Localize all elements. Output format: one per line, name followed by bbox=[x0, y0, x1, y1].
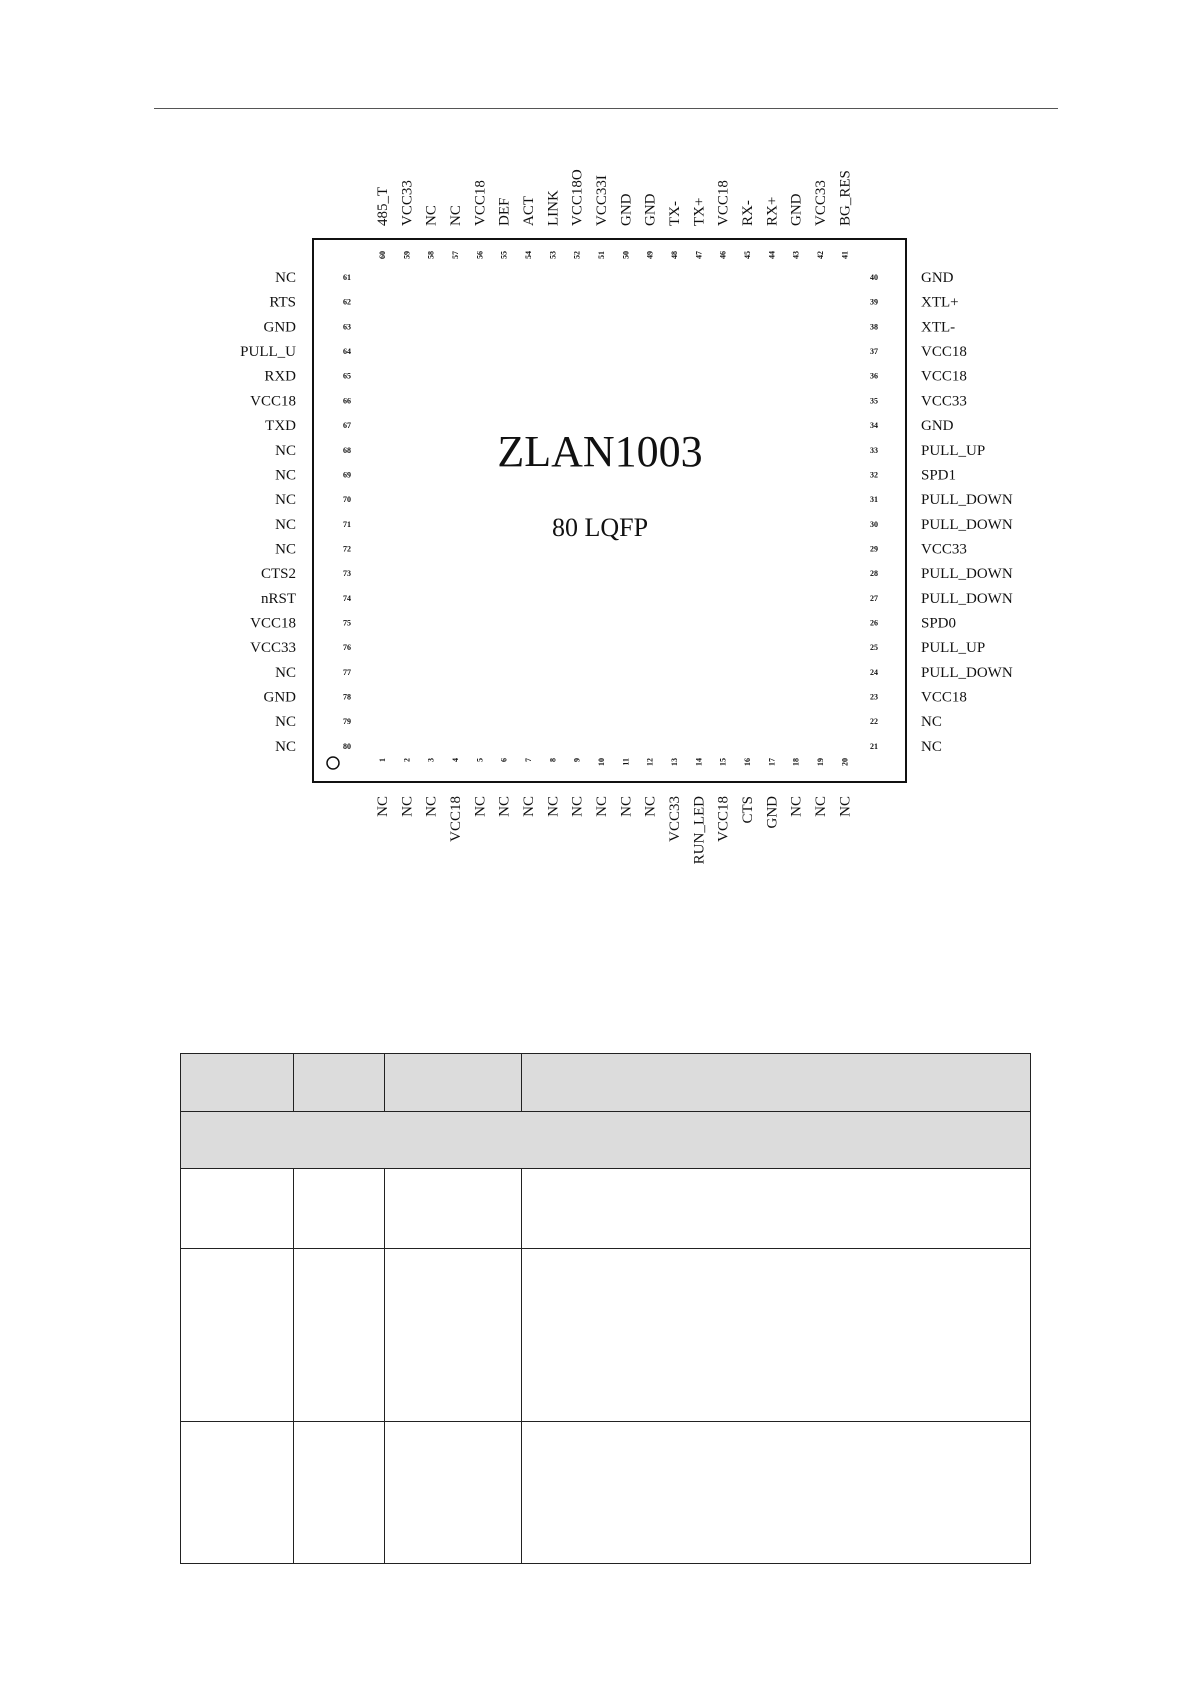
pin-number: 51 bbox=[596, 251, 606, 259]
pin-label: VCC33 bbox=[921, 393, 967, 410]
pin-label: GND bbox=[263, 319, 296, 336]
pin-label: TX- bbox=[666, 201, 683, 226]
pin-table bbox=[180, 1053, 1031, 1564]
pin-number: 65 bbox=[343, 371, 351, 381]
pin-label: NC bbox=[423, 205, 440, 226]
pin-label: PULL_DOWN bbox=[921, 664, 1013, 681]
pin-label: NC bbox=[788, 796, 805, 817]
pin-label: PULL_DOWN bbox=[921, 590, 1013, 607]
pin-label: XTL+ bbox=[921, 294, 959, 311]
pin-label: VCC18 bbox=[250, 615, 296, 632]
pin-label: NC bbox=[375, 796, 391, 817]
table-cell bbox=[181, 1249, 294, 1422]
pin-label: RUN_LED bbox=[691, 796, 708, 865]
pin-number: 24 bbox=[870, 667, 878, 677]
table-cell bbox=[181, 1422, 294, 1564]
pin-number: 25 bbox=[870, 643, 878, 653]
pin-label: XTL- bbox=[921, 319, 956, 336]
pin-number: 17 bbox=[767, 758, 777, 766]
pin-label: VCC18 bbox=[921, 689, 967, 706]
pin-number: 64 bbox=[343, 347, 351, 357]
pin-number: 61 bbox=[343, 273, 351, 282]
pin-label: VCC33 bbox=[399, 180, 416, 226]
pin-number: 15 bbox=[718, 758, 728, 766]
pin-label: NC bbox=[275, 442, 296, 459]
pin-number: 72 bbox=[343, 544, 351, 554]
pin-label: DEF bbox=[496, 197, 513, 226]
pin-number: 37 bbox=[870, 347, 878, 357]
pin-label: nRST bbox=[260, 590, 296, 607]
pin-label: SPD0 bbox=[921, 615, 957, 632]
pin-label: VCC33 bbox=[921, 541, 967, 558]
pin-number: 52 bbox=[572, 251, 582, 259]
table-row bbox=[181, 1422, 1031, 1564]
pin-number: 44 bbox=[767, 251, 777, 259]
pin-label: VCC33 bbox=[666, 796, 683, 842]
pin-label: VCC33 bbox=[250, 640, 296, 657]
pin-label: GND bbox=[788, 193, 805, 226]
pin-label: NC bbox=[275, 664, 296, 681]
table-cell bbox=[522, 1249, 1031, 1422]
pin-label: PULL_UP bbox=[921, 640, 986, 657]
pin-number: 68 bbox=[343, 445, 351, 455]
table-cell bbox=[385, 1169, 522, 1249]
pin-label: VCC18 bbox=[921, 368, 967, 385]
pin-label: VCC18 bbox=[921, 344, 967, 361]
table-row bbox=[181, 1249, 1031, 1422]
pin-number: 59 bbox=[402, 251, 412, 259]
pin-label: GND bbox=[618, 193, 635, 226]
pin-label: NC bbox=[921, 738, 942, 755]
pin-number: 67 bbox=[343, 421, 351, 431]
pin-label: NC bbox=[275, 738, 296, 755]
table-row bbox=[181, 1169, 1031, 1249]
pin-label: NC bbox=[837, 796, 854, 817]
pin-label: VCC33 bbox=[812, 180, 829, 226]
pin-number: 18 bbox=[791, 758, 801, 766]
pin-number: 26 bbox=[870, 618, 878, 628]
pin-number: 74 bbox=[343, 593, 351, 603]
pin-number: 32 bbox=[870, 470, 878, 480]
pin-number: 6 bbox=[499, 758, 509, 762]
pin-number: 70 bbox=[343, 495, 351, 505]
pin-number: 71 bbox=[343, 519, 351, 529]
pin-label: PULL_DOWN bbox=[921, 492, 1013, 509]
pin-label: GND bbox=[921, 418, 954, 435]
pin-number: 39 bbox=[870, 297, 878, 307]
pin-number: 38 bbox=[870, 322, 878, 332]
pin-label: NC bbox=[520, 796, 537, 817]
pin-number: 57 bbox=[450, 251, 460, 259]
pin-label: NC bbox=[447, 205, 464, 226]
pin-label: NC bbox=[275, 270, 296, 286]
pin-number: 8 bbox=[548, 758, 558, 762]
pin-number: 50 bbox=[621, 251, 631, 259]
pin-label: TXD bbox=[265, 418, 296, 435]
pin-label: LINK bbox=[545, 190, 562, 226]
pin-number: 22 bbox=[870, 717, 878, 727]
pin-number: 36 bbox=[870, 371, 878, 381]
pin-label: CTS bbox=[739, 796, 756, 824]
table-section-cell bbox=[181, 1112, 1031, 1169]
pin-number: 13 bbox=[669, 758, 679, 766]
pin-number: 3 bbox=[426, 758, 436, 762]
pin-number: 49 bbox=[645, 251, 655, 259]
pin-label: NC bbox=[593, 796, 610, 817]
table-cell bbox=[522, 1422, 1031, 1564]
pin-label: PULL_UP bbox=[921, 442, 986, 459]
chip-name: ZLAN1003 bbox=[497, 427, 703, 476]
pin-label: SPD1 bbox=[921, 467, 957, 484]
pin-number: 2 bbox=[402, 758, 412, 762]
pin-label: PULL_U bbox=[240, 344, 296, 361]
pin-number: 58 bbox=[426, 251, 436, 259]
table-cell bbox=[385, 1422, 522, 1564]
pin-label: VCC33I bbox=[593, 175, 610, 226]
pin-number: 46 bbox=[718, 251, 728, 259]
pin-number: 14 bbox=[694, 758, 704, 766]
pin-number: 29 bbox=[870, 544, 878, 554]
pin-label: NC bbox=[921, 714, 942, 731]
pin-number: 11 bbox=[621, 758, 631, 766]
pin-label: NC bbox=[618, 796, 635, 817]
pin-number: 40 bbox=[870, 273, 878, 282]
pin-label: BG_RES bbox=[837, 170, 854, 226]
chip-outline bbox=[313, 239, 906, 782]
table-cell bbox=[294, 1422, 385, 1564]
pin-label: TX+ bbox=[691, 197, 708, 226]
pin-number: 76 bbox=[343, 643, 351, 653]
pin-number: 54 bbox=[523, 251, 533, 259]
pin-label: NC bbox=[545, 796, 562, 817]
pin-label: RXD bbox=[264, 368, 296, 385]
table-cell bbox=[385, 1249, 522, 1422]
pin-number: 47 bbox=[694, 251, 704, 259]
package-name: 80 LQFP bbox=[551, 513, 649, 542]
pin-number: 73 bbox=[343, 569, 351, 579]
pin-label: NC bbox=[423, 796, 440, 817]
pin-label: VCC18 bbox=[715, 796, 732, 842]
pin-label: GND bbox=[921, 270, 954, 286]
pin-label: NC bbox=[642, 796, 659, 817]
table-header-cell bbox=[294, 1054, 385, 1112]
pin-number: 56 bbox=[475, 251, 485, 259]
pin-label: CTS2 bbox=[260, 566, 296, 583]
table-cell bbox=[181, 1169, 294, 1249]
pin-number: 62 bbox=[343, 297, 351, 307]
pin-number: 80 bbox=[343, 741, 351, 751]
pin-number: 43 bbox=[791, 251, 801, 259]
table-header-row bbox=[181, 1054, 1031, 1112]
pin-label: NC bbox=[275, 467, 296, 484]
pin-label: NC bbox=[472, 796, 489, 817]
pin-label: RX+ bbox=[764, 196, 781, 226]
table-cell bbox=[294, 1249, 385, 1422]
pin-number: 30 bbox=[870, 519, 878, 529]
pin-number: 48 bbox=[669, 251, 679, 259]
table-header-cell bbox=[522, 1054, 1031, 1112]
pin-number: 5 bbox=[475, 758, 485, 762]
pin-label: NC bbox=[496, 796, 513, 817]
pin-number: 66 bbox=[343, 396, 351, 406]
pin-label: VCC18 bbox=[715, 180, 732, 226]
pin-label: PULL_DOWN bbox=[921, 516, 1013, 533]
table-header-cell bbox=[385, 1054, 522, 1112]
pin-number: 9 bbox=[572, 758, 582, 762]
table-cell bbox=[294, 1169, 385, 1249]
pin-label: ACT bbox=[520, 196, 537, 226]
pin-label: NC bbox=[399, 796, 416, 817]
table-section-row bbox=[181, 1112, 1031, 1169]
pin-number: 12 bbox=[645, 758, 655, 766]
pin-label: RX- bbox=[739, 200, 756, 226]
pin-number: 79 bbox=[343, 717, 351, 727]
pin-number: 34 bbox=[870, 421, 878, 431]
pin-number: 21 bbox=[870, 741, 878, 751]
pin-label: 485_T bbox=[375, 186, 391, 226]
pin-number: 28 bbox=[870, 569, 878, 579]
pin-label: GND bbox=[263, 689, 296, 706]
table-cell bbox=[522, 1169, 1031, 1249]
pin-number: 60 bbox=[378, 251, 387, 259]
pin-number: 63 bbox=[343, 322, 351, 332]
pin-number: 35 bbox=[870, 396, 878, 406]
pin-number: 16 bbox=[742, 758, 752, 766]
pin-number: 45 bbox=[742, 251, 752, 259]
pin-number: 23 bbox=[870, 692, 878, 702]
pin-number: 20 bbox=[840, 758, 850, 766]
pin-number: 31 bbox=[870, 495, 878, 505]
pin-number: 33 bbox=[870, 445, 878, 455]
pin-label: PULL_DOWN bbox=[921, 566, 1013, 583]
pin-number: 19 bbox=[815, 758, 825, 766]
pin-label: NC bbox=[569, 796, 586, 817]
pin-number: 69 bbox=[343, 470, 351, 480]
pin-number: 27 bbox=[870, 593, 878, 603]
pin-label: VCC18 bbox=[447, 796, 464, 842]
pin-number: 75 bbox=[343, 618, 351, 628]
pin-label: NC bbox=[275, 714, 296, 731]
pin-label: VCC18 bbox=[250, 393, 296, 410]
pin-number: 7 bbox=[523, 758, 533, 762]
pin-label: VCC18 bbox=[472, 180, 489, 226]
pin-number: 4 bbox=[450, 758, 460, 762]
pin-label: GND bbox=[764, 796, 781, 829]
pin-label: VCC18O bbox=[569, 169, 586, 226]
pin-number: 55 bbox=[499, 250, 509, 259]
pin-label: NC bbox=[275, 516, 296, 533]
pin-number: 77 bbox=[343, 667, 351, 677]
pin-number: 41 bbox=[840, 251, 850, 259]
pin-label: GND bbox=[642, 193, 659, 226]
pin-number: 1 bbox=[378, 758, 387, 762]
pin-number: 53 bbox=[548, 251, 558, 259]
pin-number: 42 bbox=[815, 251, 825, 259]
pin-label: NC bbox=[812, 796, 829, 817]
pin-number: 10 bbox=[596, 758, 606, 766]
pin-label: NC bbox=[275, 541, 296, 558]
pin1-marker bbox=[327, 757, 339, 769]
pin-number: 78 bbox=[343, 692, 351, 702]
table-header-cell bbox=[181, 1054, 294, 1112]
pin-label: RTS bbox=[269, 294, 296, 311]
pin-label: NC bbox=[275, 492, 296, 509]
